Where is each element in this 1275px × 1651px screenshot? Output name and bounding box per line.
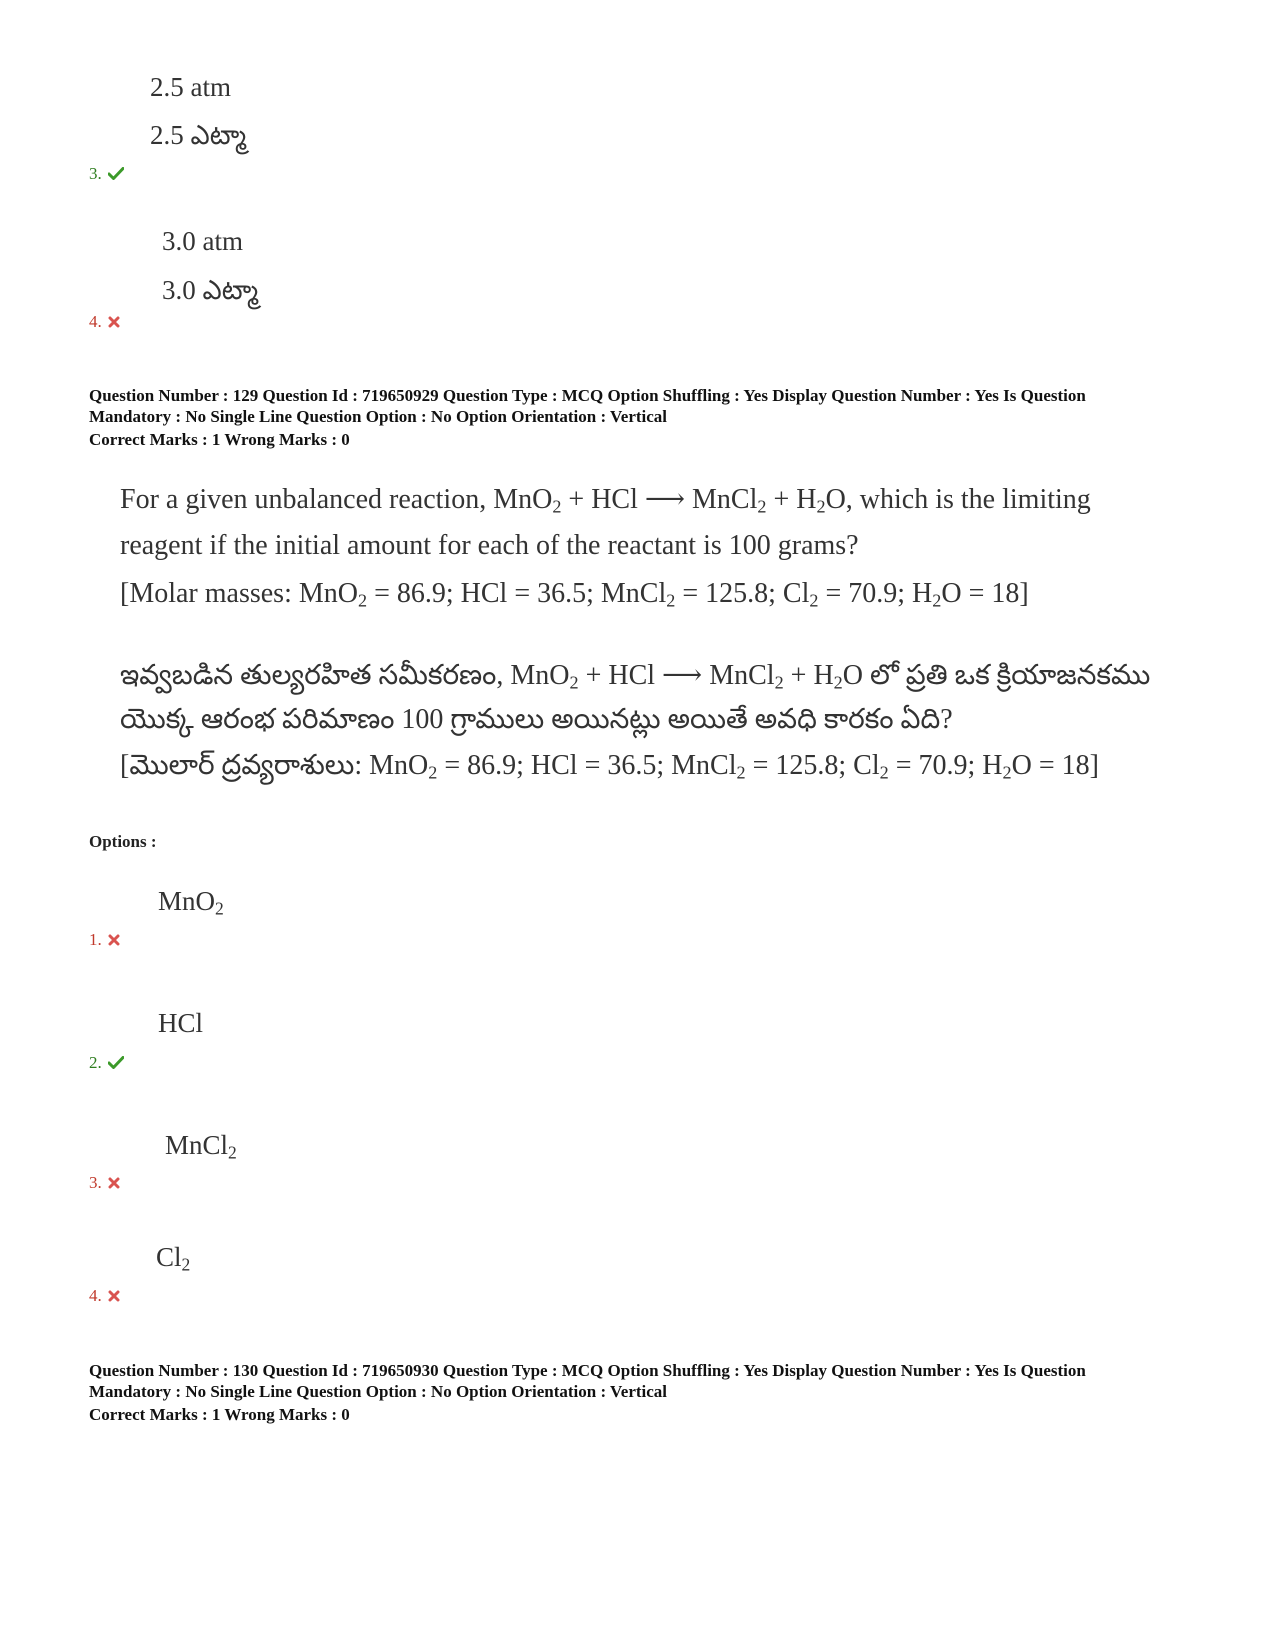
question-129-en-line-1: For a given unbalanced reaction, MnO$_2$ + HCl ⟶ MnCl$_2$ + $H_2O$, which is the limiting (120, 484, 1091, 517)
prev-option-3-te: 2.5 ఎట్మా (150, 120, 247, 150)
question-129-meta (89, 385, 1209, 427)
prev-option-3-en: 2.5 atm (150, 72, 231, 102)
question-129-te-line-1: ఇవ్వబడిన తుల్యరహిత సమీకరణం, MnO$_2$ + HCl ⟶ MnCl$_2$ + $H_2O$ లో ప్రతి ఒక క్రియాజనకము (120, 660, 1151, 693)
meta-line-1: Question Number : 129 Question Id : 719650929 Question Type : MCQ Option Shuffling : Yes Display Question Number : Yes Is Question (89, 386, 1086, 405)
prev-option-4-te: 3.0 ఎట్మా (162, 275, 259, 305)
option-1-text: MnO$_2$ (158, 886, 224, 919)
question-130-meta (89, 1360, 1209, 1402)
question-130-marks: Correct Marks : 1 Wrong Marks : 0 (89, 1405, 350, 1424)
check-icon (108, 165, 124, 185)
check-icon (108, 1054, 124, 1074)
meta-line-1: Question Number : 130 Question Id : 719650930 Question Type : MCQ Option Shuffling : Yes Display Question Number : Yes Is Question (89, 1361, 1086, 1380)
cross-icon (108, 931, 120, 951)
option-2-number: 2. (89, 1053, 124, 1074)
question-129-marks: Correct Marks : 1 Wrong Marks : 0 (89, 430, 350, 449)
cross-icon (108, 1174, 120, 1194)
cross-icon (108, 1287, 120, 1307)
prev-option-4-en: 3.0 atm (162, 226, 243, 256)
meta-line-2: Mandatory : No Single Line Question Option : No Option Orientation : Vertical (89, 1382, 668, 1401)
option-3-text: MnCl$_2$ (165, 1130, 237, 1163)
question-129-te-line-2: యొక్క ఆరంభ పరిమాణం 100 గ్రాములు అయినట్లు అయితే అవధి కారకం ఏది? (120, 704, 953, 735)
prev-option-4-number: 4. (89, 312, 120, 333)
prev-option-3-number: 3. (89, 164, 124, 185)
options-label: Options : (89, 832, 157, 851)
option-3-number: 3. (89, 1173, 120, 1194)
option-2-text: HCl (158, 1008, 204, 1038)
question-129-te-line-3: [మొలార్ ద్రవ్యరాశులు: MnO$_2$ = 86.9; HCl = 36.5; MnCl$_2$ = 125.8; $Cl_2 = 70.9$; $H_2O = 18$] (120, 750, 1099, 783)
question-129-en-line-3: [Molar masses: MnO$_2$ = 86.9; HCl = 36.5; MnCl$_2$ = 125.8; $Cl_2 = 70.9$; $H_2O = 18$] (120, 578, 1029, 611)
option-4-text: $Cl_2$ (156, 1242, 191, 1275)
cross-icon (108, 313, 120, 333)
option-4-number: 4. (89, 1286, 120, 1307)
meta-line-2: Mandatory : No Single Line Question Option : No Option Orientation : Vertical (89, 407, 668, 426)
question-129-en-line-2: reagent if the initial amount for each of the reactant is 100 grams? (120, 530, 859, 561)
option-1-number: 1. (89, 930, 120, 951)
